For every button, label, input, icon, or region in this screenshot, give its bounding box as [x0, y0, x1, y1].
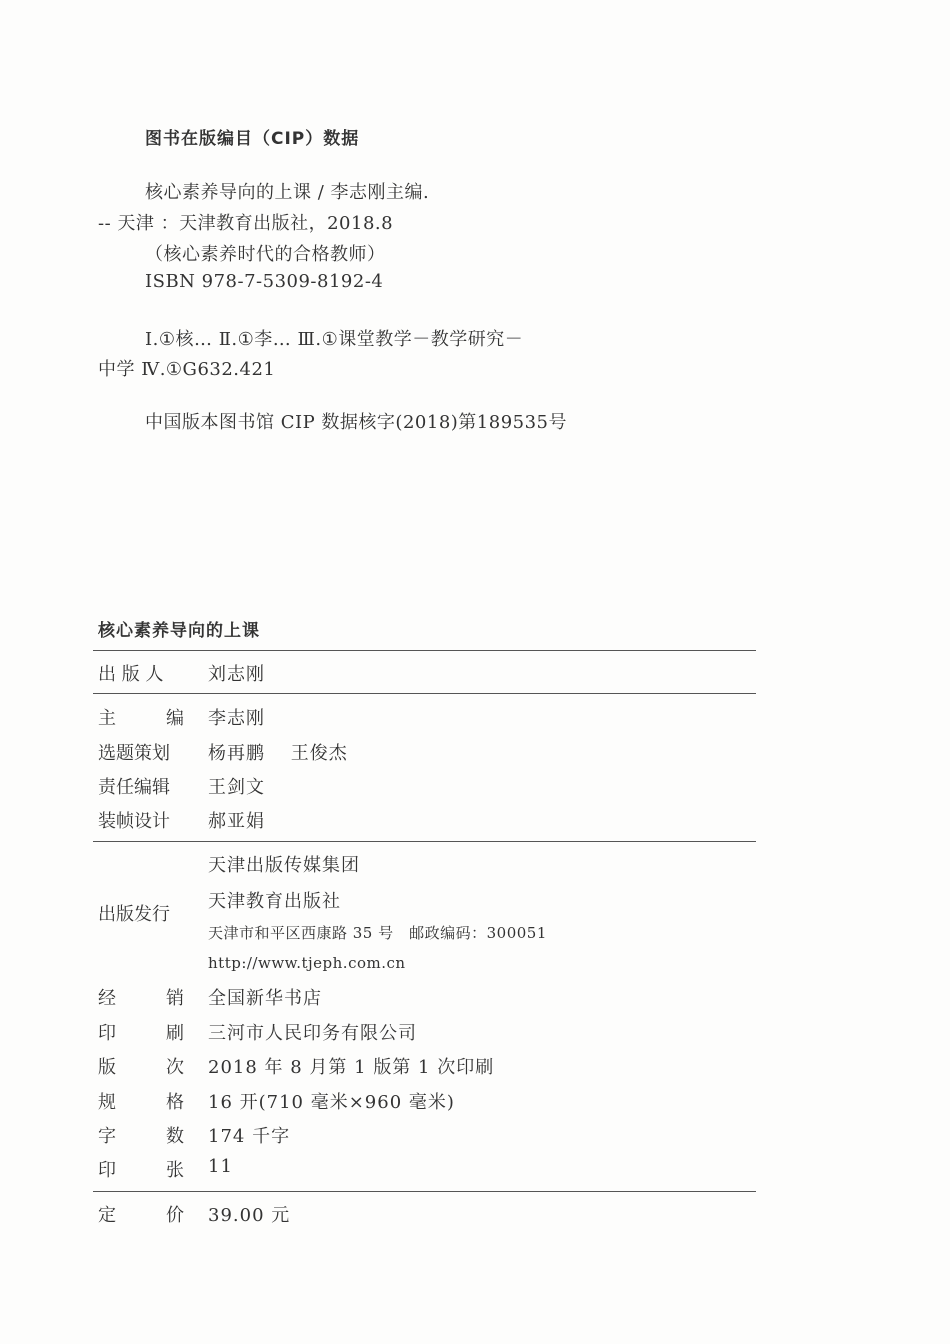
divider — [93, 650, 756, 651]
design-value: 郝亚娟 — [208, 811, 265, 832]
cip-series-line: （核心素养时代的合格教师） — [145, 244, 386, 265]
sheets-value: 11 — [208, 1156, 233, 1177]
cip-isbn-line: ISBN 978-7-5309-8192-4 — [145, 271, 384, 292]
book-title: 核心素养导向的上课 — [98, 621, 260, 641]
planner-value: 杨再鹏 王俊杰 — [208, 743, 348, 764]
cip-title-line: 核心素养导向的上课 / 李志刚主编. — [145, 182, 430, 203]
divider — [93, 1191, 756, 1192]
publisher-person-value: 刘志刚 — [208, 664, 265, 685]
responsible-editor-label: 责任编辑 — [98, 777, 170, 798]
distributor-value: 全国新华书店 — [208, 988, 322, 1009]
price-value: 39.00 元 — [208, 1205, 291, 1226]
divider — [93, 693, 756, 694]
design-label: 装帧设计 — [98, 811, 170, 832]
cip-classification-line: 中学 Ⅳ.①G632.421 — [98, 359, 276, 380]
format-label: 规 格 — [98, 1092, 184, 1113]
format-value: 16 开(710 毫米×960 毫米) — [208, 1092, 455, 1113]
edition-value: 2018 年 8 月第 1 版第 1 次印刷 — [208, 1057, 495, 1078]
cip-publisher-line: -- 天津 ：天津教育出版社，2018.8 — [98, 213, 394, 234]
divider — [93, 841, 756, 842]
distribution-group: 天津出版传媒集团 — [208, 855, 360, 876]
cip-record-number: 中国版本图书馆 CIP 数据核字(2018)第189535号 — [145, 412, 568, 433]
cip-header: 图书在版编目（CIP）数据 — [145, 129, 360, 149]
word-count-value: 174 千字 — [208, 1126, 291, 1147]
edition-label: 版 次 — [98, 1057, 184, 1078]
publisher-person-label: 出 版 人 — [98, 664, 164, 685]
printer-value: 三河市人民印务有限公司 — [208, 1023, 417, 1044]
chief-editor-value: 李志刚 — [208, 708, 265, 729]
distribution-address: 天津市和平区西康路 35 号 邮政编码：300051 — [208, 924, 547, 942]
sheets-label: 印 张 — [98, 1160, 184, 1181]
word-count-label: 字 数 — [98, 1126, 184, 1147]
distribution-press: 天津教育出版社 — [208, 891, 341, 912]
planner-label: 选题策划 — [98, 743, 170, 764]
distribution-label: 出版发行 — [98, 904, 170, 925]
distribution-url: http://www.tjeph.com.cn — [208, 954, 406, 972]
responsible-editor-value: 王剑文 — [208, 777, 265, 798]
distributor-label: 经 销 — [98, 988, 184, 1009]
chief-editor-label: 主 编 — [98, 708, 184, 729]
printer-label: 印 刷 — [98, 1023, 184, 1044]
cip-subject-line: Ⅰ.①核… Ⅱ.①李… Ⅲ.①课堂教学－教学研究－ — [145, 329, 524, 350]
price-label: 定 价 — [98, 1205, 184, 1226]
